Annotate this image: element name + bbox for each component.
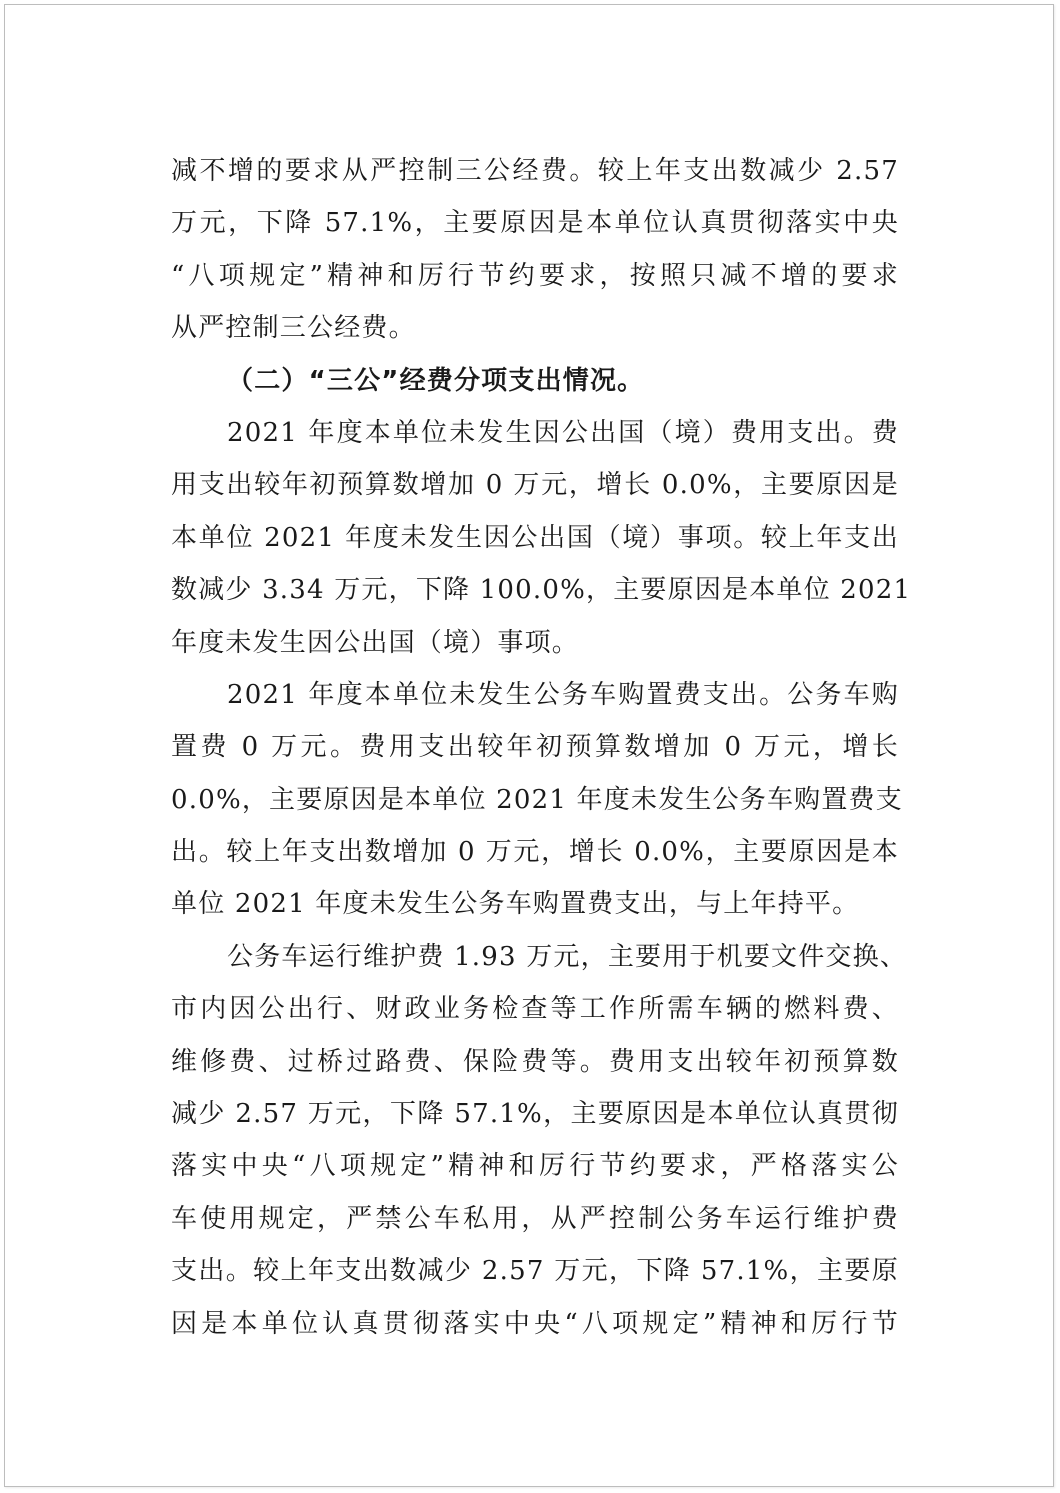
text-line: 支出。较上年支出数减少 2.57 万元，下降 57.1%，主要原 [171, 1256, 899, 1287]
text-line: 2021 年度本单位未发生因公出国（境）费用支出。费 [227, 417, 899, 448]
text-line: 维修费、过桥过路费、保险费等。费用支出较年初预算数 [171, 1046, 899, 1077]
text-line: 年度未发生因公出国（境）事项。 [171, 627, 580, 658]
text-line: 2021 年度本单位未发生公务车购置费支出。公务车购 [227, 679, 899, 710]
text-line: 从严控制三公经费。 [171, 313, 416, 344]
text-line: 数减少 3.34 万元，下降 100.0%，主要原因是本单位 2021 [171, 575, 912, 606]
text-line: 车使用规定，严禁公车私用，从严控制公务车运行维护费 [171, 1203, 899, 1234]
text-line: 万元，下降 57.1%，主要原因是本单位认真贯彻落实中央 [171, 208, 899, 239]
text-line: 置费 0 万元。费用支出较年初预算数增加 0 万元，增长 [171, 732, 899, 763]
text-line: 单位 2021 年度未发生公务车购置费支出，与上年持平。 [171, 889, 860, 920]
text-line: 用支出较年初预算数增加 0 万元，增长 0.0%，主要原因是 [171, 470, 899, 501]
paragraph-continuation [171, 145, 899, 355]
document-body [171, 145, 912, 1350]
text-line: 公务车运行维护费 1.93 万元，主要用于机要文件交换、 [227, 941, 908, 972]
paragraph-vehicle-purchase [171, 669, 903, 931]
text-line: 减不增的要求从严控制三公经费。较上年支出数减少 2.57 [171, 156, 899, 186]
text-line: 因是本单位认真贯彻落实中央“八项规定”精神和厉行节 [171, 1308, 899, 1339]
heading-text: （二）“三公”经费分项支出情况。 [227, 365, 645, 396]
text-line: 出。较上年支出数增加 0 万元，增长 0.0%，主要原因是本 [171, 837, 899, 868]
page-sheet [4, 4, 1054, 1487]
text-line: 0.0%，主要原因是本单位 2021 年度未发生公务车购置费支 [171, 784, 903, 815]
paragraph-overseas-travel [171, 407, 912, 669]
text-line: 落实中央“八项规定”精神和厉行节约要求，严格落实公 [171, 1151, 899, 1182]
section-heading [171, 355, 899, 407]
paragraph-vehicle-maintenance [171, 931, 908, 1350]
text-line: 市内因公出行、财政业务检查等工作所需车辆的燃料费、 [171, 994, 899, 1025]
text-line: “八项规定”精神和厉行节约要求，按照只减不增的要求 [171, 260, 899, 291]
text-line: 减少 2.57 万元，下降 57.1%，主要原因是本单位认真贯彻 [171, 1099, 899, 1130]
text-line: 本单位 2021 年度未发生因公出国（境）事项。较上年支出 [171, 522, 899, 553]
